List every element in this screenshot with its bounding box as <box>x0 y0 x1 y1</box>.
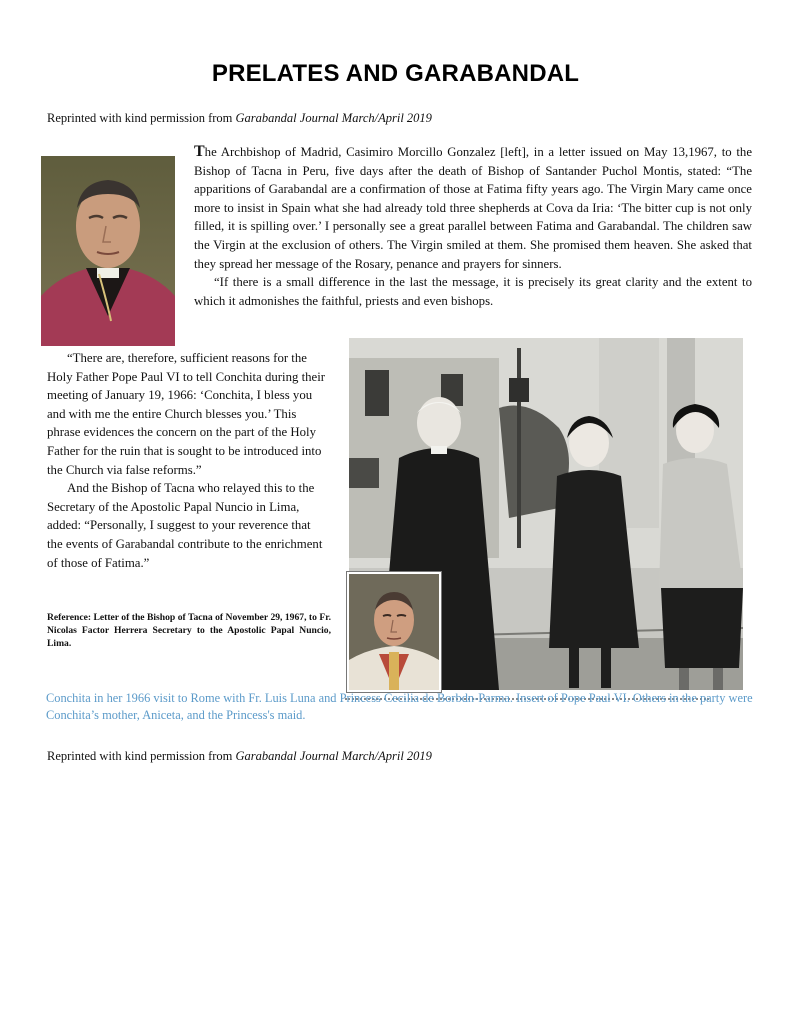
article-paragraph: “If there is a small difference in the last the message, it is precisely its great clarity and the extent to which it admonishes the faithful, priests and even bishops. <box>194 275 752 308</box>
drop-cap: T <box>194 143 205 160</box>
reprint-credit-source: Garabandal Journal March/April 2019 <box>235 111 432 125</box>
article-lead <box>194 143 752 310</box>
photo-caption: Conchita in her 1966 visit to Rome with Fr. Luis Luna and Princess Cecilia de Borbdn-Parma. Insert of Pope Paul VI. Others in the party were Conchita’s mother, Aniceta, and the Princess's maid. <box>46 691 753 723</box>
pope-paul-vi-inset-photo <box>347 572 441 692</box>
article-paragraph: And the Bishop of Tacna who relayed this to the Secretary of the Apostolic Papal Nuncio in Lima, added: “Personally, I suggest to your reverence that the events of Garabandal contribute to the enrichment of those of Fatima.” <box>47 481 323 570</box>
article-paragraph <box>194 143 752 273</box>
pope-inset-illustration <box>349 574 439 690</box>
article-paragraph: “There are, therefore, sufficient reasons for the Holy Father Pope Paul VI to tell Conchita during their meeting of January 19, 1966: ‘Conchita, I bless you and with me the entire Church blesses you.’ This phrase evidences the concern on the part of the Holy Father for the ruin that is sought to be introduced into the Church via false reforms.” <box>47 351 326 477</box>
reprint-credit-prefix: Reprinted with kind permission from <box>47 749 236 763</box>
reprint-credit-bottom <box>47 749 432 764</box>
article-left-column <box>47 349 329 572</box>
archbishop-portrait-photo <box>41 156 175 346</box>
paragraph-text: he Archbishop of Madrid, Casimiro Morcillo Gonzalez [left], in a letter issued on May 13,1967, to the Bishop of Tacna in Peru, five days after the death of Bishop of Santander Puchol Montis, stated: “The apparitions of Garabandal are a confirmation of those at Fatima fifty years ago. The Virgin Mary came once more to insist in Spain what she had already told three shepherds at Cova da Iria: ‘The bitter cup is not only filled, it is spilling over.’ I personally see a great parallel between Fatima and Garabandal. The children saw the Virgin at the exclusion of others. The Virgin smiled at them. She promised them heaven. She asked that they spread her message of the Rosary, penance and prayers for sinners. <box>194 145 752 271</box>
reference-note: Reference: Letter of the Bishop of Tacna of November 29, 1967, to Fr. Nicolas Factor Herrera Secretary to the Apostolic Papal Nuncio, Lima. <box>47 612 331 649</box>
reprint-credit-source: Garabandal Journal March/April 2019 <box>235 749 432 763</box>
archbishop-portrait-illustration <box>41 156 175 346</box>
page-title: PRELATES AND GARABANDAL <box>211 60 580 87</box>
reprint-credit-prefix: Reprinted with kind permission from <box>47 111 236 125</box>
reprint-credit-top <box>47 111 432 126</box>
